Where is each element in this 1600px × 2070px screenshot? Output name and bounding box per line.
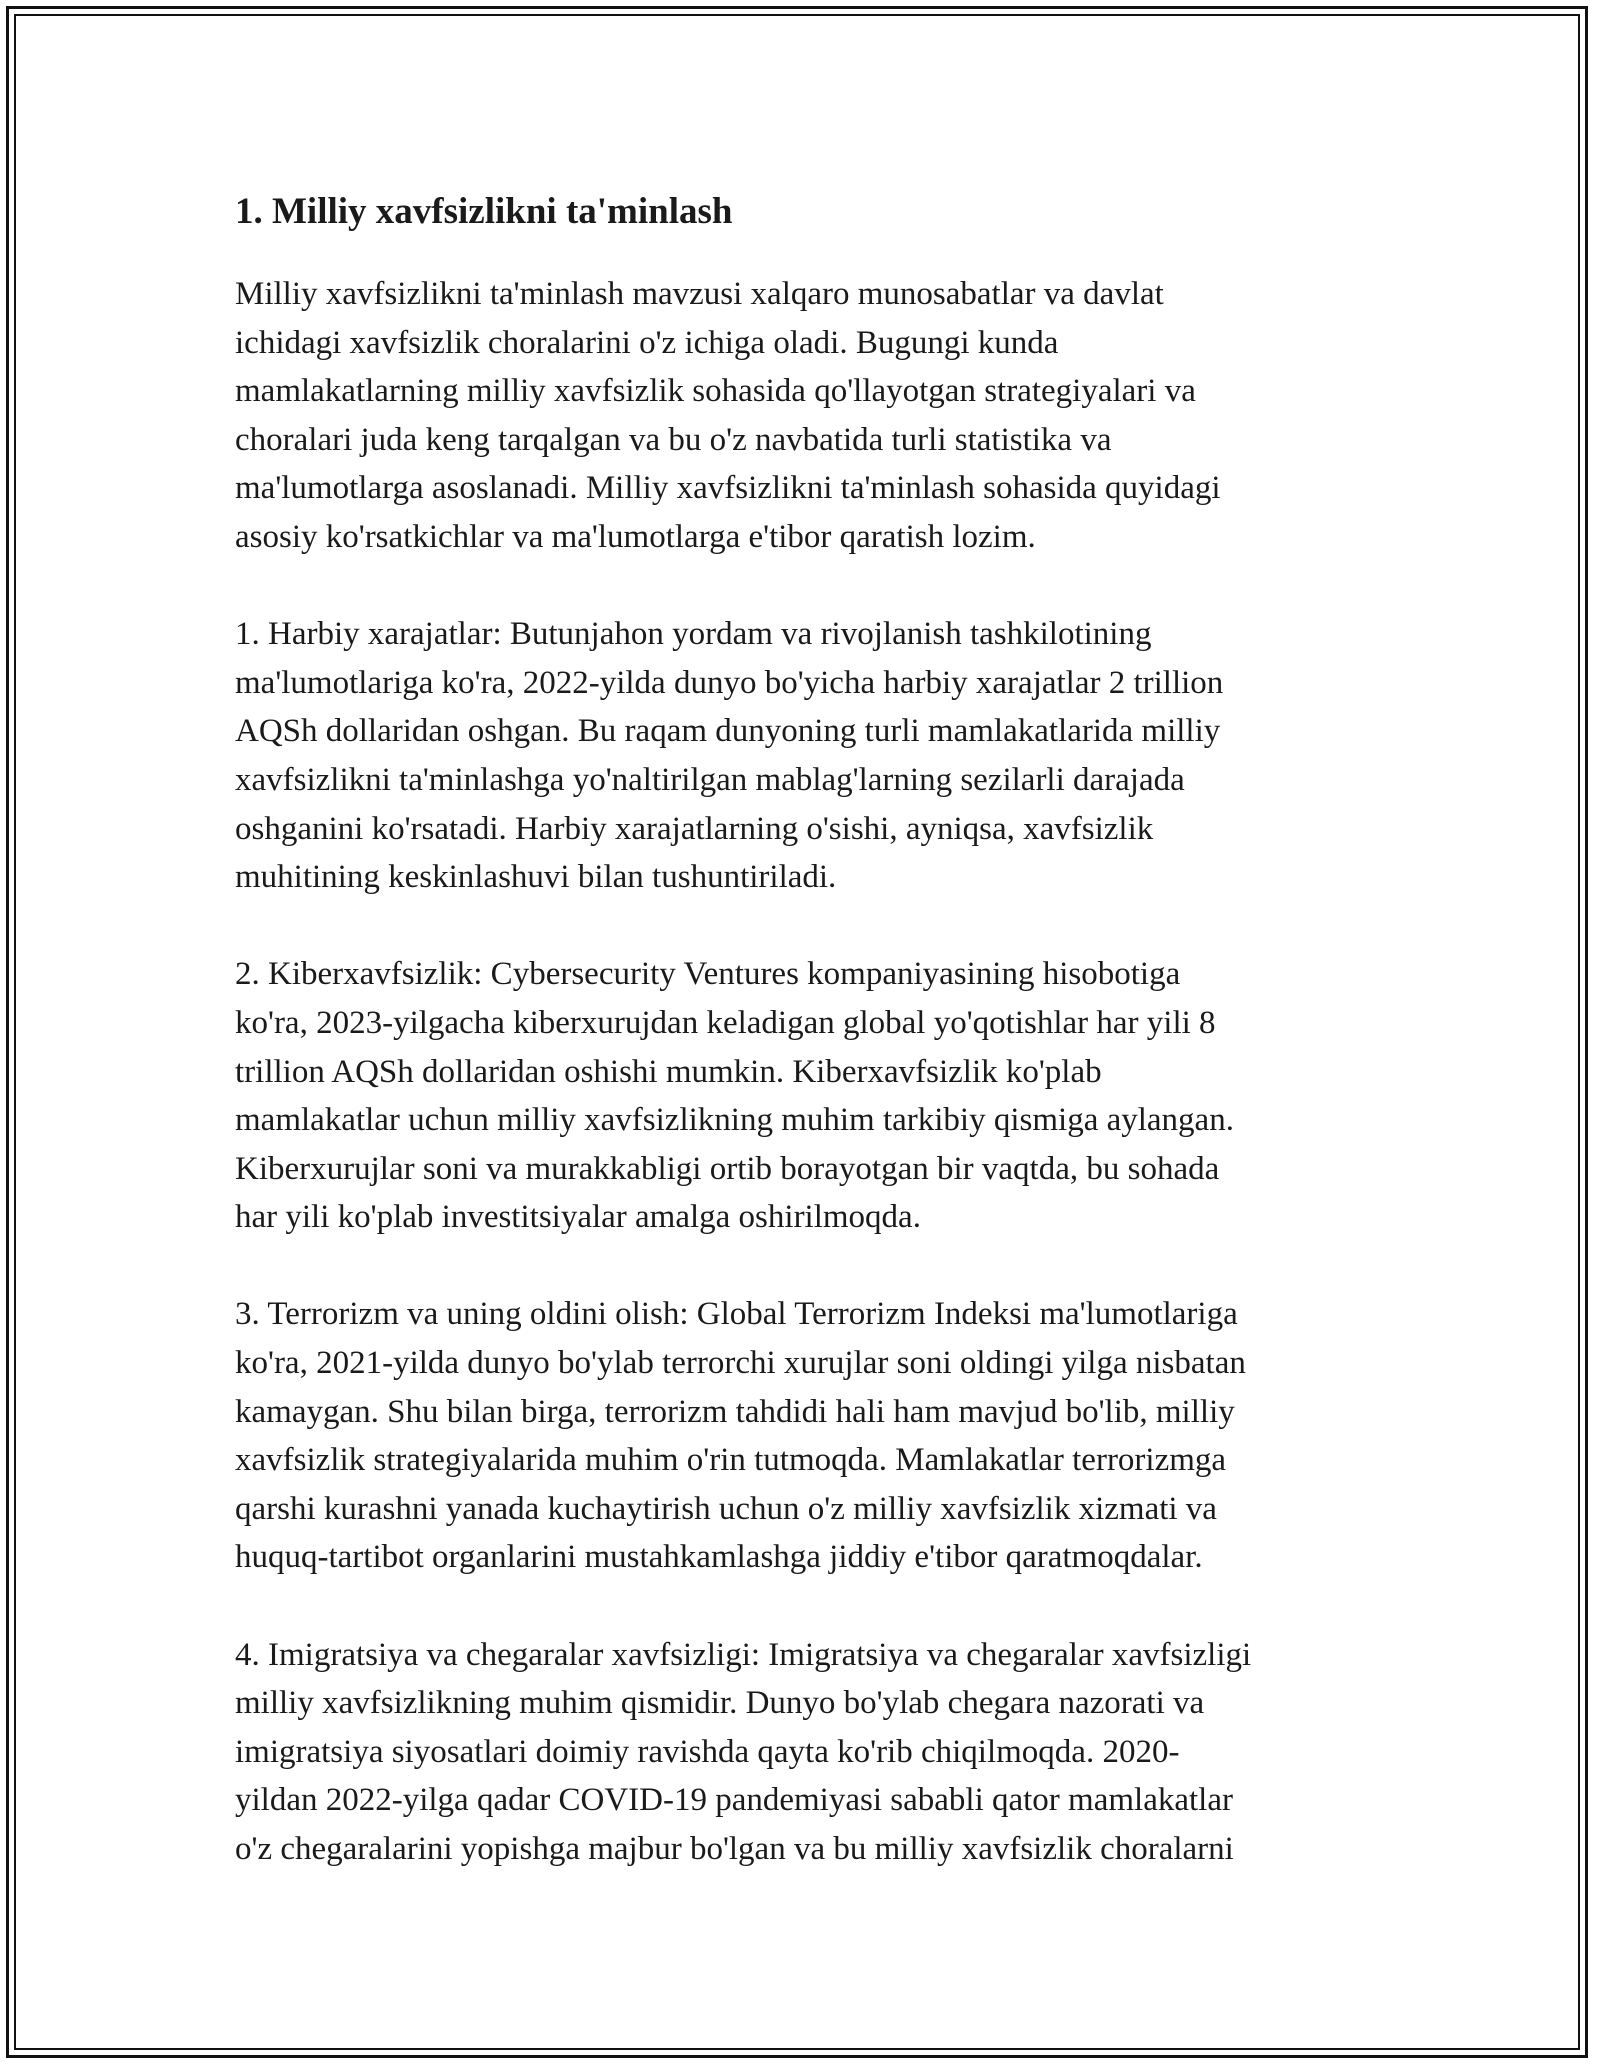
military-spending-paragraph: 1. Harbiy xarajatlar: Butunjahon yordam va rivojlanish tashkilotining ma'lumotlariga ko'ra, 2022-yilda dunyo bo'yicha harbiy xarajatlar 2 trillion AQSh dollaridan oshgan. Bu raqam dunyoning turli mamlakatlarida milliy xavfsizlikni ta'minlashga yo'naltirilgan mablag'larning sezilarli darajada oshganini ko'rsatadi. Harbiy xarajatlarning o'sishi, ayniqsa, xavfsizlik muhitining keskinlashuvi bilan tushuntiriladi.: [235, 616, 1224, 896]
intro-paragraph: Milliy xavfsizlikni ta'minlash mavzusi xalqaro munosabatlar va davlat ichidagi xavfsizlik choralarini o'z ichiga oladi. Bugungi kunda mamlakatlarning milliy xavfsizlik sohasida qo'llayotgan strategiyalari va choralari juda keng tarqalgan va bu o'z navbatida turli statistika va ma'lumotlarga asoslanadi. Milliy xavfsizlikni ta'minlash sohasida quyidagi asosiy ko'rsatkichlar va ma'lumotlarga e'tibor qaratish lozim.: [235, 276, 1221, 555]
section-heading: 1. Milliy xavfsizlikni ta'minlash: [235, 191, 733, 232]
document-body: [235, 186, 1375, 1922]
cybersecurity-paragraph: 2. Kiberxavfsizlik: Cybersecurity Ventures kompaniyasining hisobotiga ko'ra, 2023-yilgacha kiberxurujdan keladigan global yo'qotishlar har yili 8 trillion AQSh dollaridan oshishi mumkin. Kiberxavfsizlik ko'plab mamlakatlar uchun milliy xavfsizlikning muhim tarkibiy qismiga aylangan. Kiberxurujlar soni va murakkabligi ortib borayotgan bir vaqtda, bu sohada har yili ko'plab investitsiyalar amalga oshirilmoqda.: [235, 956, 1234, 1236]
immigration-paragraph: 4. Imigratsiya va chegaralar xavfsizligi: Imigratsiya va chegaralar xavfsizligi milliy xavfsizlikning muhim qismidir. Dunyo bo'ylab chegara nazorati va imigratsiya siyosatlari doimiy ravishda qayta ko'rib chiqilmoqda. 2020- yildan 2022-yilga qadar COVID-19 pandemiyasi sababli qator mamlakatlar o'z chegaralarini yopishga majbur bo'lgan va bu milliy xavfsizlik choralarni: [235, 1636, 1252, 1867]
terrorism-paragraph: 3. Terrorizm va uning oldini olish: Global Terrorizm Indeksi ma'lumotlariga ko'ra, 2021-yilda dunyo bo'ylab terrorchi xurujlar soni oldingi yilga nisbatan kamaygan. Shu bilan birga, terrorizm tahdidi hali ham mavjud bo'lib, milliy xavfsizlik strategiyalarida muhim o'rin tutmoqda. Mamlakatlar terrorizmga qarshi kurashni yanada kuchaytirish uchun o'z milliy xavfsizlik xizmati va huquq-tartibot organlarini mustahkamlashga jiddiy e'tibor qaratmoqdalar.: [235, 1296, 1246, 1576]
